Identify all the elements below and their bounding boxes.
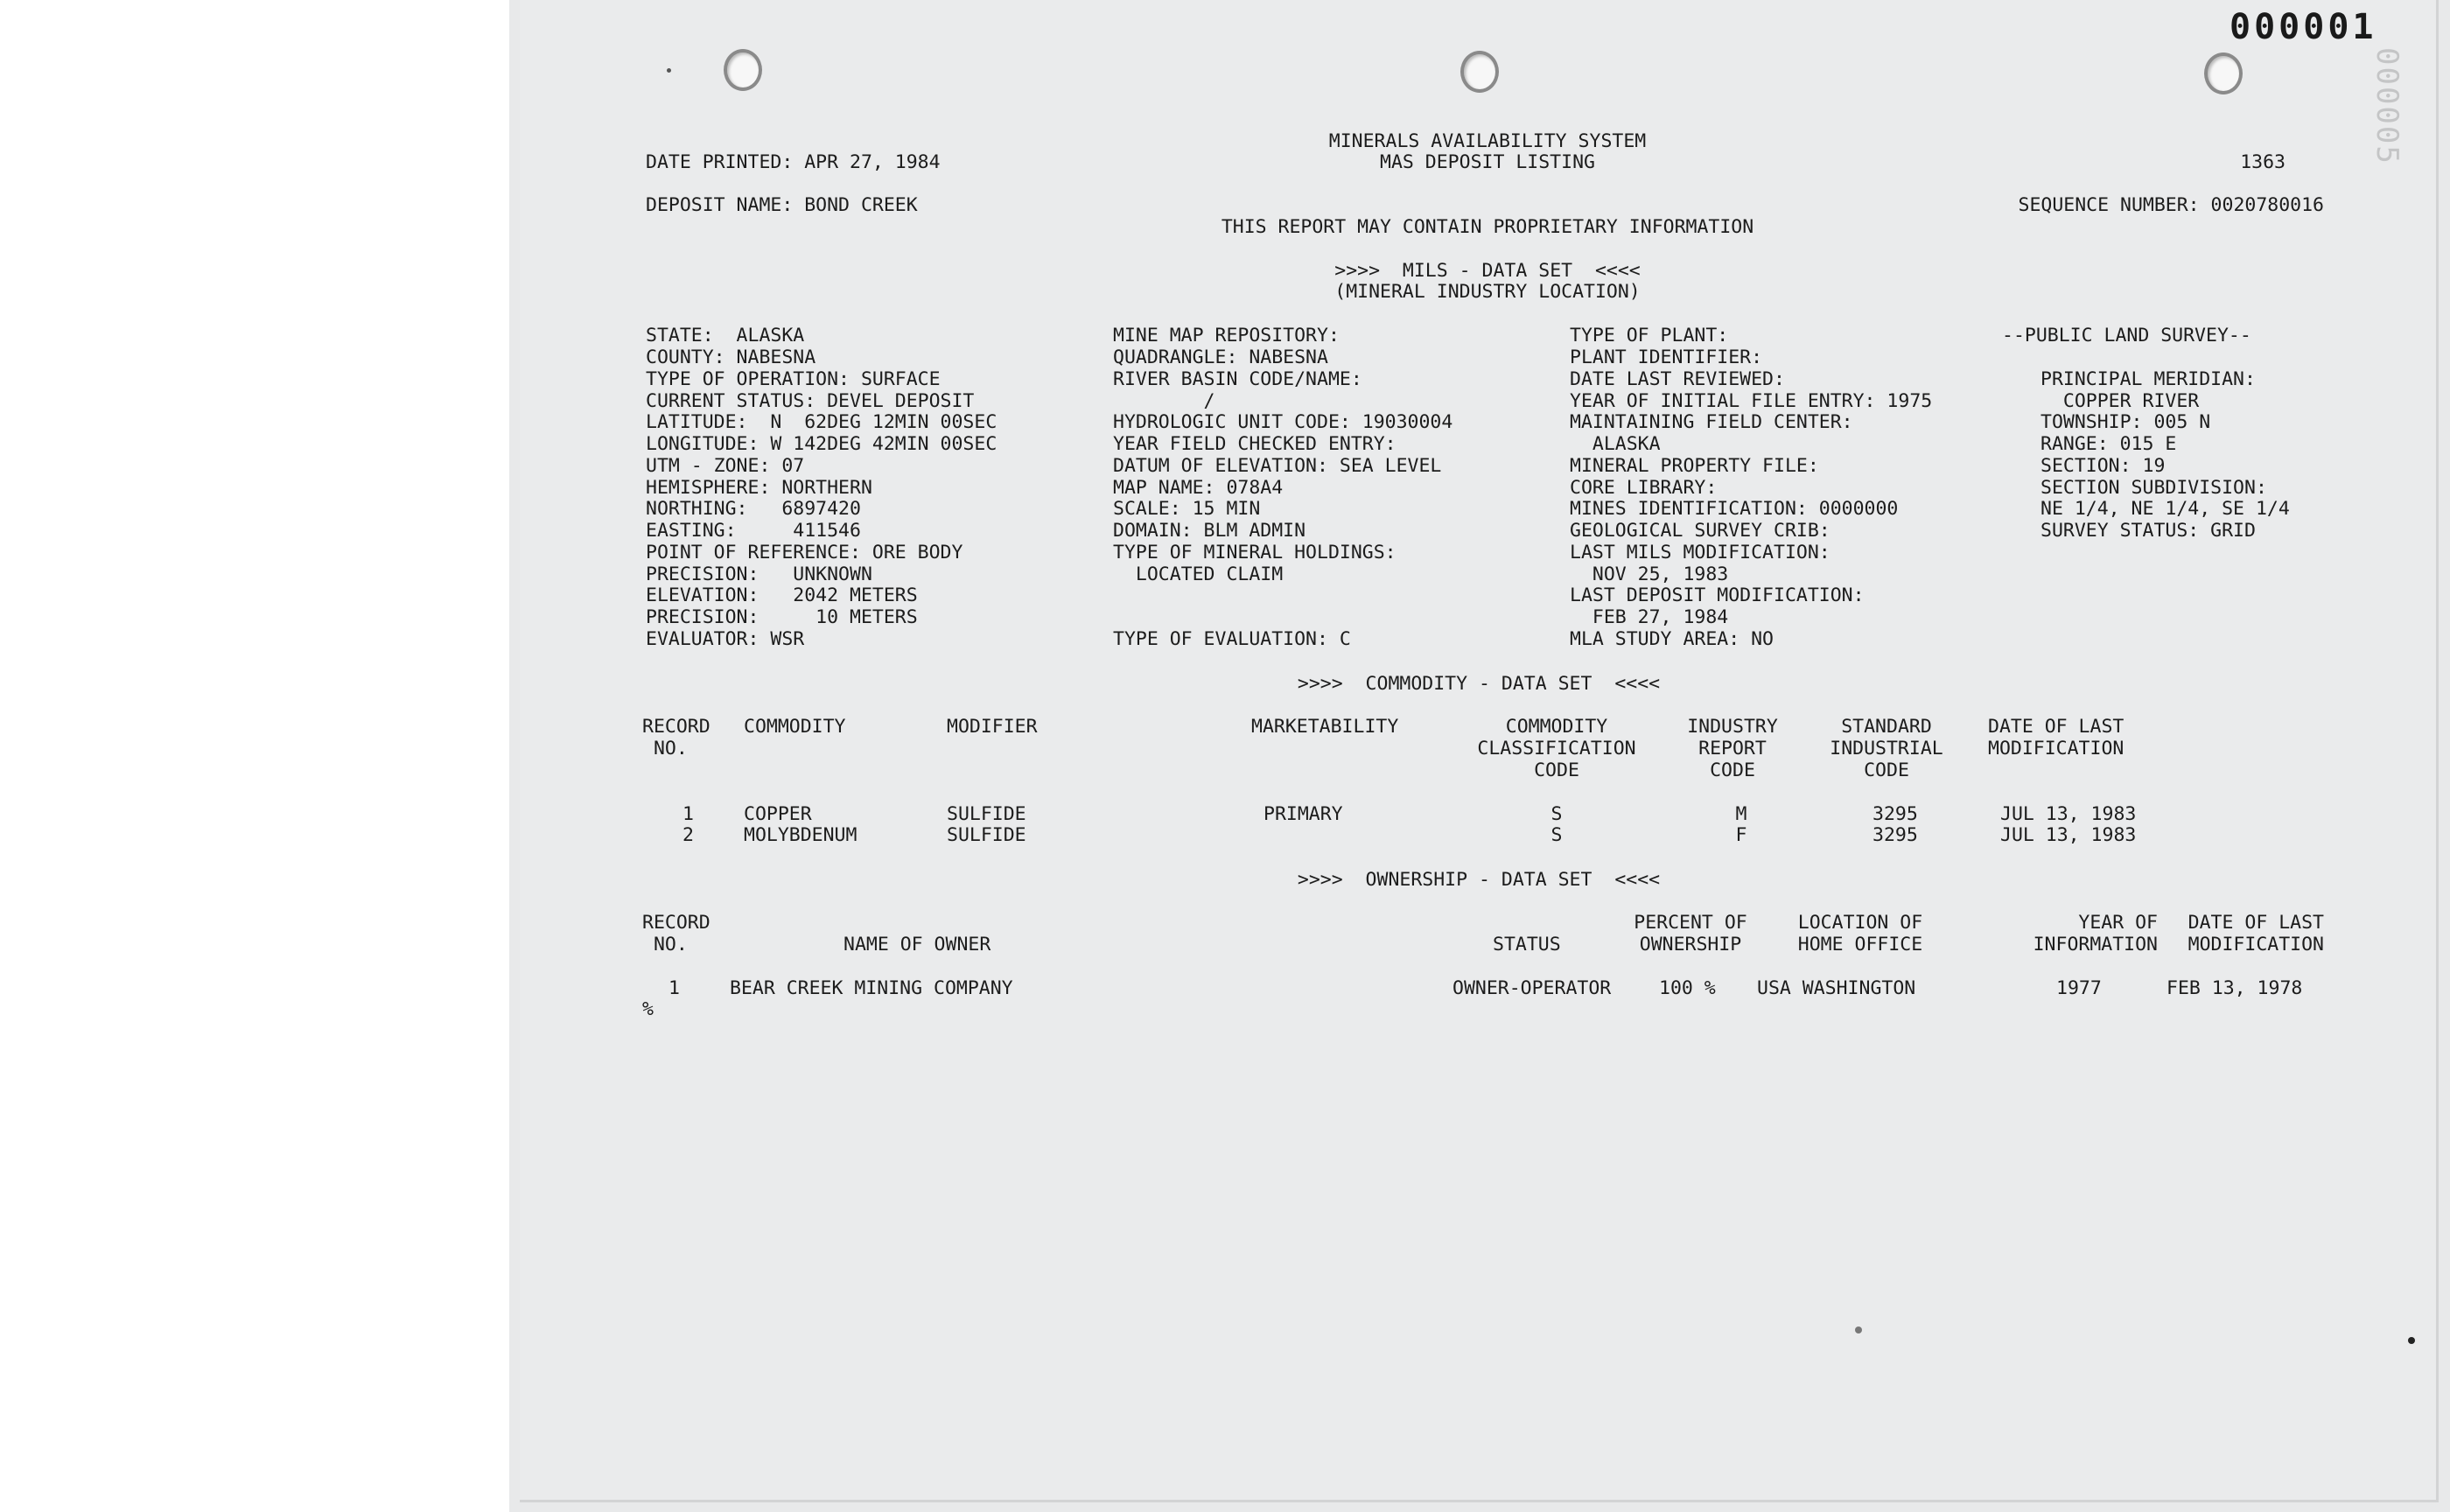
cell-modification: JUL 13, 1983 <box>2000 803 2137 825</box>
mils-field: DATUM OF ELEVATION: SEA LEVEL <box>1113 455 1442 477</box>
listing-title: MAS DEPOSIT LISTING <box>1380 151 1595 173</box>
cell-sic: 3295 <box>1872 803 1918 825</box>
mils-field: DOMAIN: BLM ADMIN <box>1113 520 1306 542</box>
col-header-record: RECORD NO. <box>642 912 710 956</box>
mils-field: NOV 25, 1983 <box>1570 564 1729 585</box>
survey-field: NE 1/4, NE 1/4, SE 1/4 <box>2040 498 2290 520</box>
survey-field: SECTION: 19 <box>2040 455 2166 477</box>
cell-commodity: COPPER <box>744 803 812 825</box>
punch-hole-center <box>1460 51 1499 93</box>
cell-modifier: SULFIDE <box>947 803 1026 825</box>
mils-field: EVALUATOR: WSR <box>646 628 805 650</box>
mils-field: MINES IDENTIFICATION: 0000000 <box>1570 498 1899 520</box>
cell-status: OWNER-OPERATOR <box>1452 977 1612 999</box>
col-header-year: YEAR OF INFORMATION <box>2033 912 2158 956</box>
mils-field: COUNTY: NABESNA <box>646 346 816 368</box>
mils-field: GEOLOGICAL SURVEY CRIB: <box>1570 520 1830 542</box>
commodity-heading: >>>> COMMODITY - DATA SET <<<< <box>1297 673 1661 695</box>
system-title: MINERALS AVAILABILITY SYSTEM <box>1328 130 1647 152</box>
mils-field: HEMISPHERE: NORTHERN <box>646 477 872 499</box>
mils-field: ELEVATION: 2042 METERS <box>646 584 918 606</box>
mils-heading: >>>> MILS - DATA SET <<<< <box>1334 260 1641 282</box>
survey-field: PRINCIPAL MERIDIAN: <box>2040 368 2256 390</box>
mils-field: HYDROLOGIC UNIT CODE: 19030004 <box>1113 411 1453 433</box>
cell-sic: 3295 <box>1872 824 1918 846</box>
col-header-industry: INDUSTRY REPORT CODE <box>1687 716 1778 781</box>
cell-modification: JUL 13, 1983 <box>2000 824 2137 846</box>
col-header-modifier: MODIFIER <box>947 716 1038 738</box>
col-header-sic: STANDARD INDUSTRIAL CODE <box>1830 716 1943 781</box>
mils-field: / <box>1113 390 1215 412</box>
mils-field: RIVER BASIN CODE/NAME: <box>1113 368 1362 390</box>
col-header-percent: PERCENT OF OWNERSHIP <box>1634 912 1747 956</box>
cell-classification: S <box>1550 803 1563 825</box>
col-header-marketability: MARKETABILITY <box>1251 716 1399 738</box>
cell-modification: FEB 13, 1978 <box>2166 977 2303 999</box>
mils-field: UTM - ZONE: 07 <box>646 455 805 477</box>
mils-subheading: (MINERAL INDUSTRY LOCATION) <box>1334 281 1641 303</box>
mils-field: DATE LAST REVIEWED: <box>1570 368 1785 390</box>
mils-field: CURRENT STATUS: DEVEL DEPOSIT <box>646 390 975 412</box>
page-number: 1363 <box>2240 151 2286 173</box>
cell-industry: M <box>1735 803 1747 825</box>
mils-field: ALASKA <box>1570 433 1661 455</box>
mils-field: FEB 27, 1984 <box>1570 606 1729 628</box>
mils-field: POINT OF REFERENCE: ORE BODY <box>646 542 963 564</box>
mils-field: MINERAL PROPERTY FILE: <box>1570 455 1819 477</box>
col-header-owner: NAME OF OWNER <box>844 934 991 956</box>
col-header-classification: COMMODITY CLASSIFICATION CODE <box>1477 716 1636 781</box>
cell-commodity: MOLYBDENUM <box>744 824 858 846</box>
page-stamp: 000001 <box>2230 7 2377 47</box>
mils-field: TYPE OF PLANT: <box>1570 325 1729 346</box>
mils-field: SCALE: 15 MIN <box>1113 498 1261 520</box>
mils-field: TYPE OF MINERAL HOLDINGS: <box>1113 542 1396 564</box>
mils-field: CORE LIBRARY: <box>1570 477 1718 499</box>
cell-percent: 100 % <box>1659 977 1716 999</box>
cell-year: 1977 <box>2056 977 2102 999</box>
survey-field: TOWNSHIP: 005 N <box>2040 411 2211 433</box>
cell-record-no: 2 <box>682 824 694 846</box>
mils-field: STATE: ALASKA <box>646 325 805 346</box>
mils-field: QUADRANGLE: NABESNA <box>1113 346 1328 368</box>
survey-field: SECTION SUBDIVISION: <box>2040 477 2267 499</box>
mils-field: MINE MAP REPOSITORY: <box>1113 325 1340 346</box>
col-header-modification: DATE OF LAST MODIFICATION <box>2188 912 2324 956</box>
date-printed: DATE PRINTED: APR 27, 1984 <box>646 151 941 173</box>
mils-field: TYPE OF EVALUATION: C <box>1113 628 1351 650</box>
col-header-modification: DATE OF LAST MODIFICATION <box>1988 716 2124 760</box>
mils-field: EASTING: 411546 <box>646 520 861 542</box>
cell-owner: BEAR CREEK MINING COMPANY <box>730 977 1013 999</box>
survey-field: COPPER RIVER <box>2040 390 2200 412</box>
mils-field: YEAR OF INITIAL FILE ENTRY: 1975 <box>1570 390 1933 412</box>
cell-industry: F <box>1735 824 1747 846</box>
survey-field: RANGE: 015 E <box>2040 433 2177 455</box>
punch-hole-left <box>724 49 762 91</box>
survey-field: SURVEY STATUS: GRID <box>2040 520 2256 542</box>
scan-speck <box>667 68 671 73</box>
sequence-number: SEQUENCE NUMBER: 0020780016 <box>2018 194 2324 216</box>
proprietary-notice: THIS REPORT MAY CONTAIN PROPRIETARY INFORMATION <box>1221 216 1754 238</box>
mils-field: NORTHING: 6897420 <box>646 498 861 520</box>
mils-field: PLANT IDENTIFIER: <box>1570 346 1763 368</box>
page-stamp-ghost: 000005 <box>2370 47 2404 165</box>
mils-field: LONGITUDE: W 142DEG 42MIN 00SEC <box>646 433 998 455</box>
footer-mark: % <box>642 998 654 1020</box>
mils-field: LOCATED CLAIM <box>1113 564 1284 585</box>
mils-field: MLA STUDY AREA: NO <box>1570 628 1774 650</box>
mils-field: TYPE OF OPERATION: SURFACE <box>646 368 941 390</box>
cell-location: USA WASHINGTON <box>1757 977 1916 999</box>
mils-field: PRECISION: 10 METERS <box>646 606 918 628</box>
punch-hole-right <box>2204 52 2243 94</box>
deposit-name: DEPOSIT NAME: BOND CREEK <box>646 194 918 216</box>
mils-field: LATITUDE: N 62DEG 12MIN 00SEC <box>646 411 998 433</box>
cell-modifier: SULFIDE <box>947 824 1026 846</box>
ownership-heading: >>>> OWNERSHIP - DATA SET <<<< <box>1297 869 1661 891</box>
col-header-commodity: COMMODITY <box>744 716 846 738</box>
cell-classification: S <box>1550 824 1563 846</box>
cell-record-no: 1 <box>668 977 680 999</box>
cell-record-no: 1 <box>682 803 694 825</box>
mils-field: LAST DEPOSIT MODIFICATION: <box>1570 584 1865 606</box>
mils-field: MAP NAME: 078A4 <box>1113 477 1284 499</box>
mils-field: PRECISION: UNKNOWN <box>646 564 872 585</box>
scan-speck <box>2408 1337 2415 1344</box>
survey-heading: --PUBLIC LAND SURVEY-- <box>2002 325 2251 346</box>
col-header-record: RECORD NO. <box>642 716 710 760</box>
scan-speck <box>1855 1326 1862 1334</box>
mils-field: MAINTAINING FIELD CENTER: <box>1570 411 1853 433</box>
mils-field: YEAR FIELD CHECKED ENTRY: <box>1113 433 1396 455</box>
col-header-status: STATUS <box>1493 934 1561 956</box>
mils-field: LAST MILS MODIFICATION: <box>1570 542 1830 564</box>
col-header-location: LOCATION OF HOME OFFICE <box>1797 912 1923 956</box>
cell-marketability: PRIMARY <box>1264 803 1343 825</box>
